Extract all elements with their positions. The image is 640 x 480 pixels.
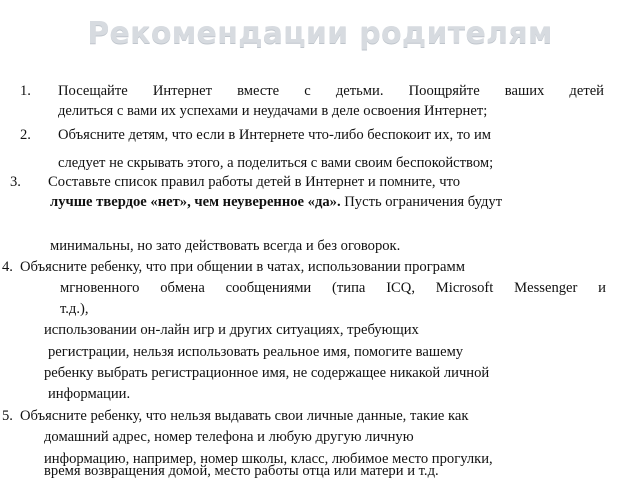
item-text-line: т.д.),: [60, 301, 89, 317]
item-number: 1.: [20, 83, 31, 99]
item-text-line: информацию, например, номер школы, класс, любимое место прогулки,: [44, 451, 493, 467]
item-text-line: Объясните детям, что если в Интернете что-либо беспокоит их, то им: [58, 127, 492, 143]
clipped-line-container: [0, 463, 640, 480]
item-text-fragment: Пусть ограничения будут: [344, 194, 503, 210]
item-text-line: Объясните ребенку, что нельзя выдавать свои личные данные, такие как: [20, 408, 469, 424]
emphasis-text: лучше твердое «нет», чем неуверенное «да».: [50, 194, 341, 210]
item-text-line: минимальны, но зато действовать всегда и без оговорок.: [50, 238, 401, 254]
item-text-line: регистрации, нельзя использовать реальное имя, помогите вашему: [48, 344, 464, 360]
item-text-line: домашний адрес, номер телефона и любую другую личную: [44, 429, 414, 445]
item-text-line: делиться с вами их успехами и неудачами в деле освоения Интернет;: [58, 103, 488, 119]
page-title: Рекомендации родителям: [87, 16, 553, 51]
item-text-line: следует не скрывать этого, а поделиться с вами своим беспокойством;: [58, 155, 494, 171]
item-text-line: использовании он-лайн игр и других ситуациях, требующих: [44, 322, 419, 338]
item-text-line: информации.: [48, 386, 131, 402]
item-text-line: мгновенного обмена сообщениями (типа ICQ, Microsoft Messenger и: [60, 280, 606, 296]
item-text-line: Посещайте Интернет вместе с детьми. Поощряйте ваших детей: [58, 83, 604, 99]
item-number: 3.: [10, 174, 21, 190]
item-text-line: ребенку выбрать регистрационное имя, не содержащее никакой личной: [44, 365, 490, 381]
item-text-line: Составьте список правил работы детей в Интернет и помните, что: [48, 174, 461, 190]
item-text-line: время возвращения домой, место работы отца или матери и т.д.: [44, 463, 439, 479]
item-text-line-emphasis: [50, 193, 502, 211]
item-number: 4.: [2, 259, 13, 275]
item-number: 2.: [20, 127, 31, 143]
item-number: 5.: [2, 408, 13, 424]
item-text-line: Объясните ребенку, что при общении в чатах, использовании программ: [20, 259, 465, 275]
